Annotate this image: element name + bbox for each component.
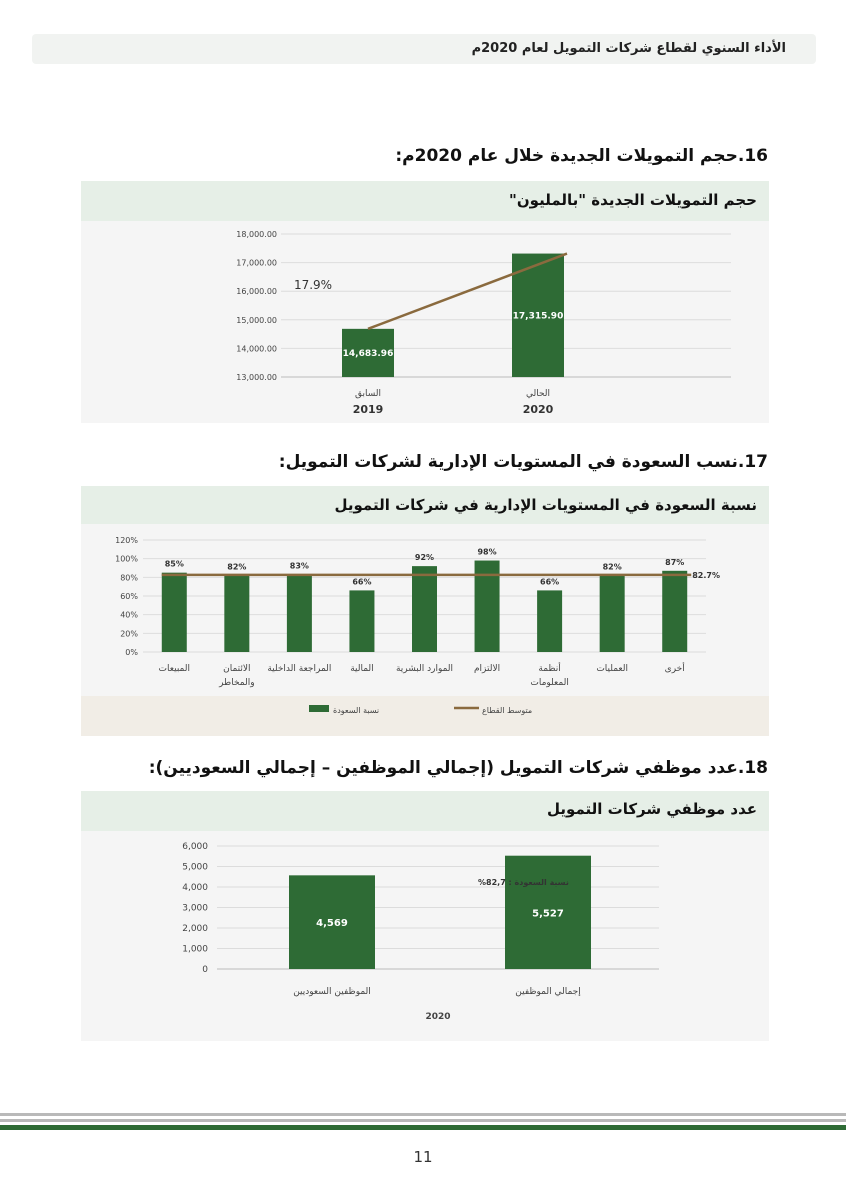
y-tick-label: 1,000 bbox=[182, 944, 208, 955]
bar bbox=[224, 575, 249, 652]
y-tick-label: 5,000 bbox=[182, 862, 208, 873]
x-category-label: أخرى bbox=[664, 664, 685, 674]
bar bbox=[162, 573, 187, 652]
bar-value-label: 66% bbox=[352, 577, 372, 587]
y-tick-label: 0% bbox=[125, 648, 138, 657]
footer-line-gray-2 bbox=[0, 1119, 846, 1122]
y-tick-label: 120% bbox=[115, 536, 138, 545]
x-category-label: العمليات bbox=[596, 664, 629, 674]
bar-value-label: 14,683.96 bbox=[342, 348, 394, 359]
legend-bar-swatch bbox=[309, 705, 329, 712]
growth-label: 17.9% bbox=[293, 278, 333, 292]
x-category-label: إجمالي الموظفين bbox=[515, 987, 581, 997]
bar-value-label: 87% bbox=[665, 557, 685, 567]
x-category-label: الالتزام bbox=[473, 664, 501, 674]
y-tick-label: 13,000.00 bbox=[236, 373, 277, 382]
chart-18-svg bbox=[81, 791, 769, 1041]
chart-16-title: حجم التمويلات الجديدة "بالمليون" bbox=[509, 191, 757, 209]
x-category-label: أنظمة bbox=[538, 664, 561, 674]
bar-value-label: 92% bbox=[414, 553, 435, 563]
legend-line-label: متوسط القطاع bbox=[482, 706, 533, 715]
y-tick-label: 20% bbox=[120, 629, 138, 639]
chart-17-svg bbox=[81, 486, 769, 736]
chart-17-title: نسبة السعودة في المستويات الإدارية في شركات التمويل bbox=[334, 496, 757, 514]
header-title: الأداء السنوي لقطاع شركات التمويل لعام 2020م bbox=[471, 41, 786, 56]
y-tick-label: 2,000 bbox=[182, 924, 208, 934]
chart-18-title: عدد موظفي شركات التمويل bbox=[547, 800, 757, 818]
footer-line-green bbox=[0, 1125, 846, 1130]
y-tick-label: 100% bbox=[115, 554, 138, 564]
y-tick-label: 17,000.00 bbox=[236, 258, 277, 268]
bar bbox=[600, 575, 625, 652]
bar-value-label: 83% bbox=[289, 561, 309, 571]
y-tick-label: 4,000 bbox=[182, 883, 208, 893]
bar bbox=[287, 575, 312, 652]
bar-value-label: 82% bbox=[602, 562, 622, 572]
bar bbox=[349, 590, 374, 652]
bar-value-label: 17,315.90 bbox=[512, 311, 564, 322]
page-number: 11 bbox=[413, 1148, 433, 1166]
x-axis-label: 2020 bbox=[425, 1012, 451, 1022]
x-category-label: الائتمان bbox=[223, 664, 251, 674]
y-tick-label: 40% bbox=[120, 610, 138, 620]
section-16-title: 16.حجم التمويلات الجديدة خلال عام 2020م: bbox=[395, 146, 768, 166]
y-tick-label: 16,000.00 bbox=[236, 287, 277, 297]
x-category-label: الموارد البشرية bbox=[395, 664, 454, 674]
x-category-label: السابق bbox=[354, 389, 382, 399]
chart-16-svg bbox=[81, 181, 769, 423]
y-tick-label: 0 bbox=[202, 965, 208, 975]
bar-value-label: 5,527 bbox=[532, 908, 564, 920]
x-category-label: الحالي bbox=[525, 389, 551, 399]
x-category-label: والمخاطر bbox=[219, 678, 255, 688]
y-tick-label: 80% bbox=[120, 573, 138, 583]
page-header bbox=[32, 34, 816, 64]
saudization-annotation: نسبة السعودة : 82,7% bbox=[478, 878, 569, 887]
section-17-title: 17.نسب السعودة في المستويات الإدارية لشركات التمويل: bbox=[278, 452, 768, 472]
y-tick-label: 6,000 bbox=[182, 842, 208, 852]
y-tick-label: 3,000 bbox=[182, 903, 208, 914]
x-category-label: المعلومات bbox=[530, 678, 569, 688]
bar bbox=[537, 590, 562, 652]
x-year-label: 2019 bbox=[352, 403, 384, 416]
x-category-label: المبيعات bbox=[158, 664, 190, 674]
chart-16-panel bbox=[81, 181, 769, 423]
section-18-title: 18.عدد موظفي شركات التمويل (إجمالي الموظفين – إجمالي السعوديين): bbox=[148, 758, 768, 778]
bar-value-label: 85% bbox=[164, 559, 184, 569]
average-label: 82.7% bbox=[692, 570, 720, 580]
bar-value-label: 4,569 bbox=[316, 918, 348, 930]
legend-bar-label: نسبة السعودة bbox=[333, 706, 380, 715]
y-tick-label: 14,000.00 bbox=[236, 344, 277, 354]
bar bbox=[662, 571, 687, 652]
footer-line-gray-1 bbox=[0, 1113, 846, 1116]
x-category-label: المراجعة الداخلية bbox=[267, 664, 332, 674]
bar-value-label: 82% bbox=[227, 562, 247, 572]
chart-17-panel bbox=[81, 486, 769, 736]
bar bbox=[412, 566, 437, 652]
chart-18-panel bbox=[81, 791, 769, 1041]
bar-value-label: 66% bbox=[540, 577, 560, 587]
x-year-label: 2020 bbox=[522, 403, 554, 416]
x-category-label: الموظفين السعوديين bbox=[293, 987, 371, 997]
y-tick-label: 60% bbox=[120, 592, 138, 601]
y-tick-label: 15,000.00 bbox=[236, 315, 277, 325]
y-tick-label: 18,000.00 bbox=[236, 230, 277, 239]
x-category-label: المالية bbox=[350, 664, 374, 674]
bar-value-label: 98% bbox=[477, 547, 497, 557]
